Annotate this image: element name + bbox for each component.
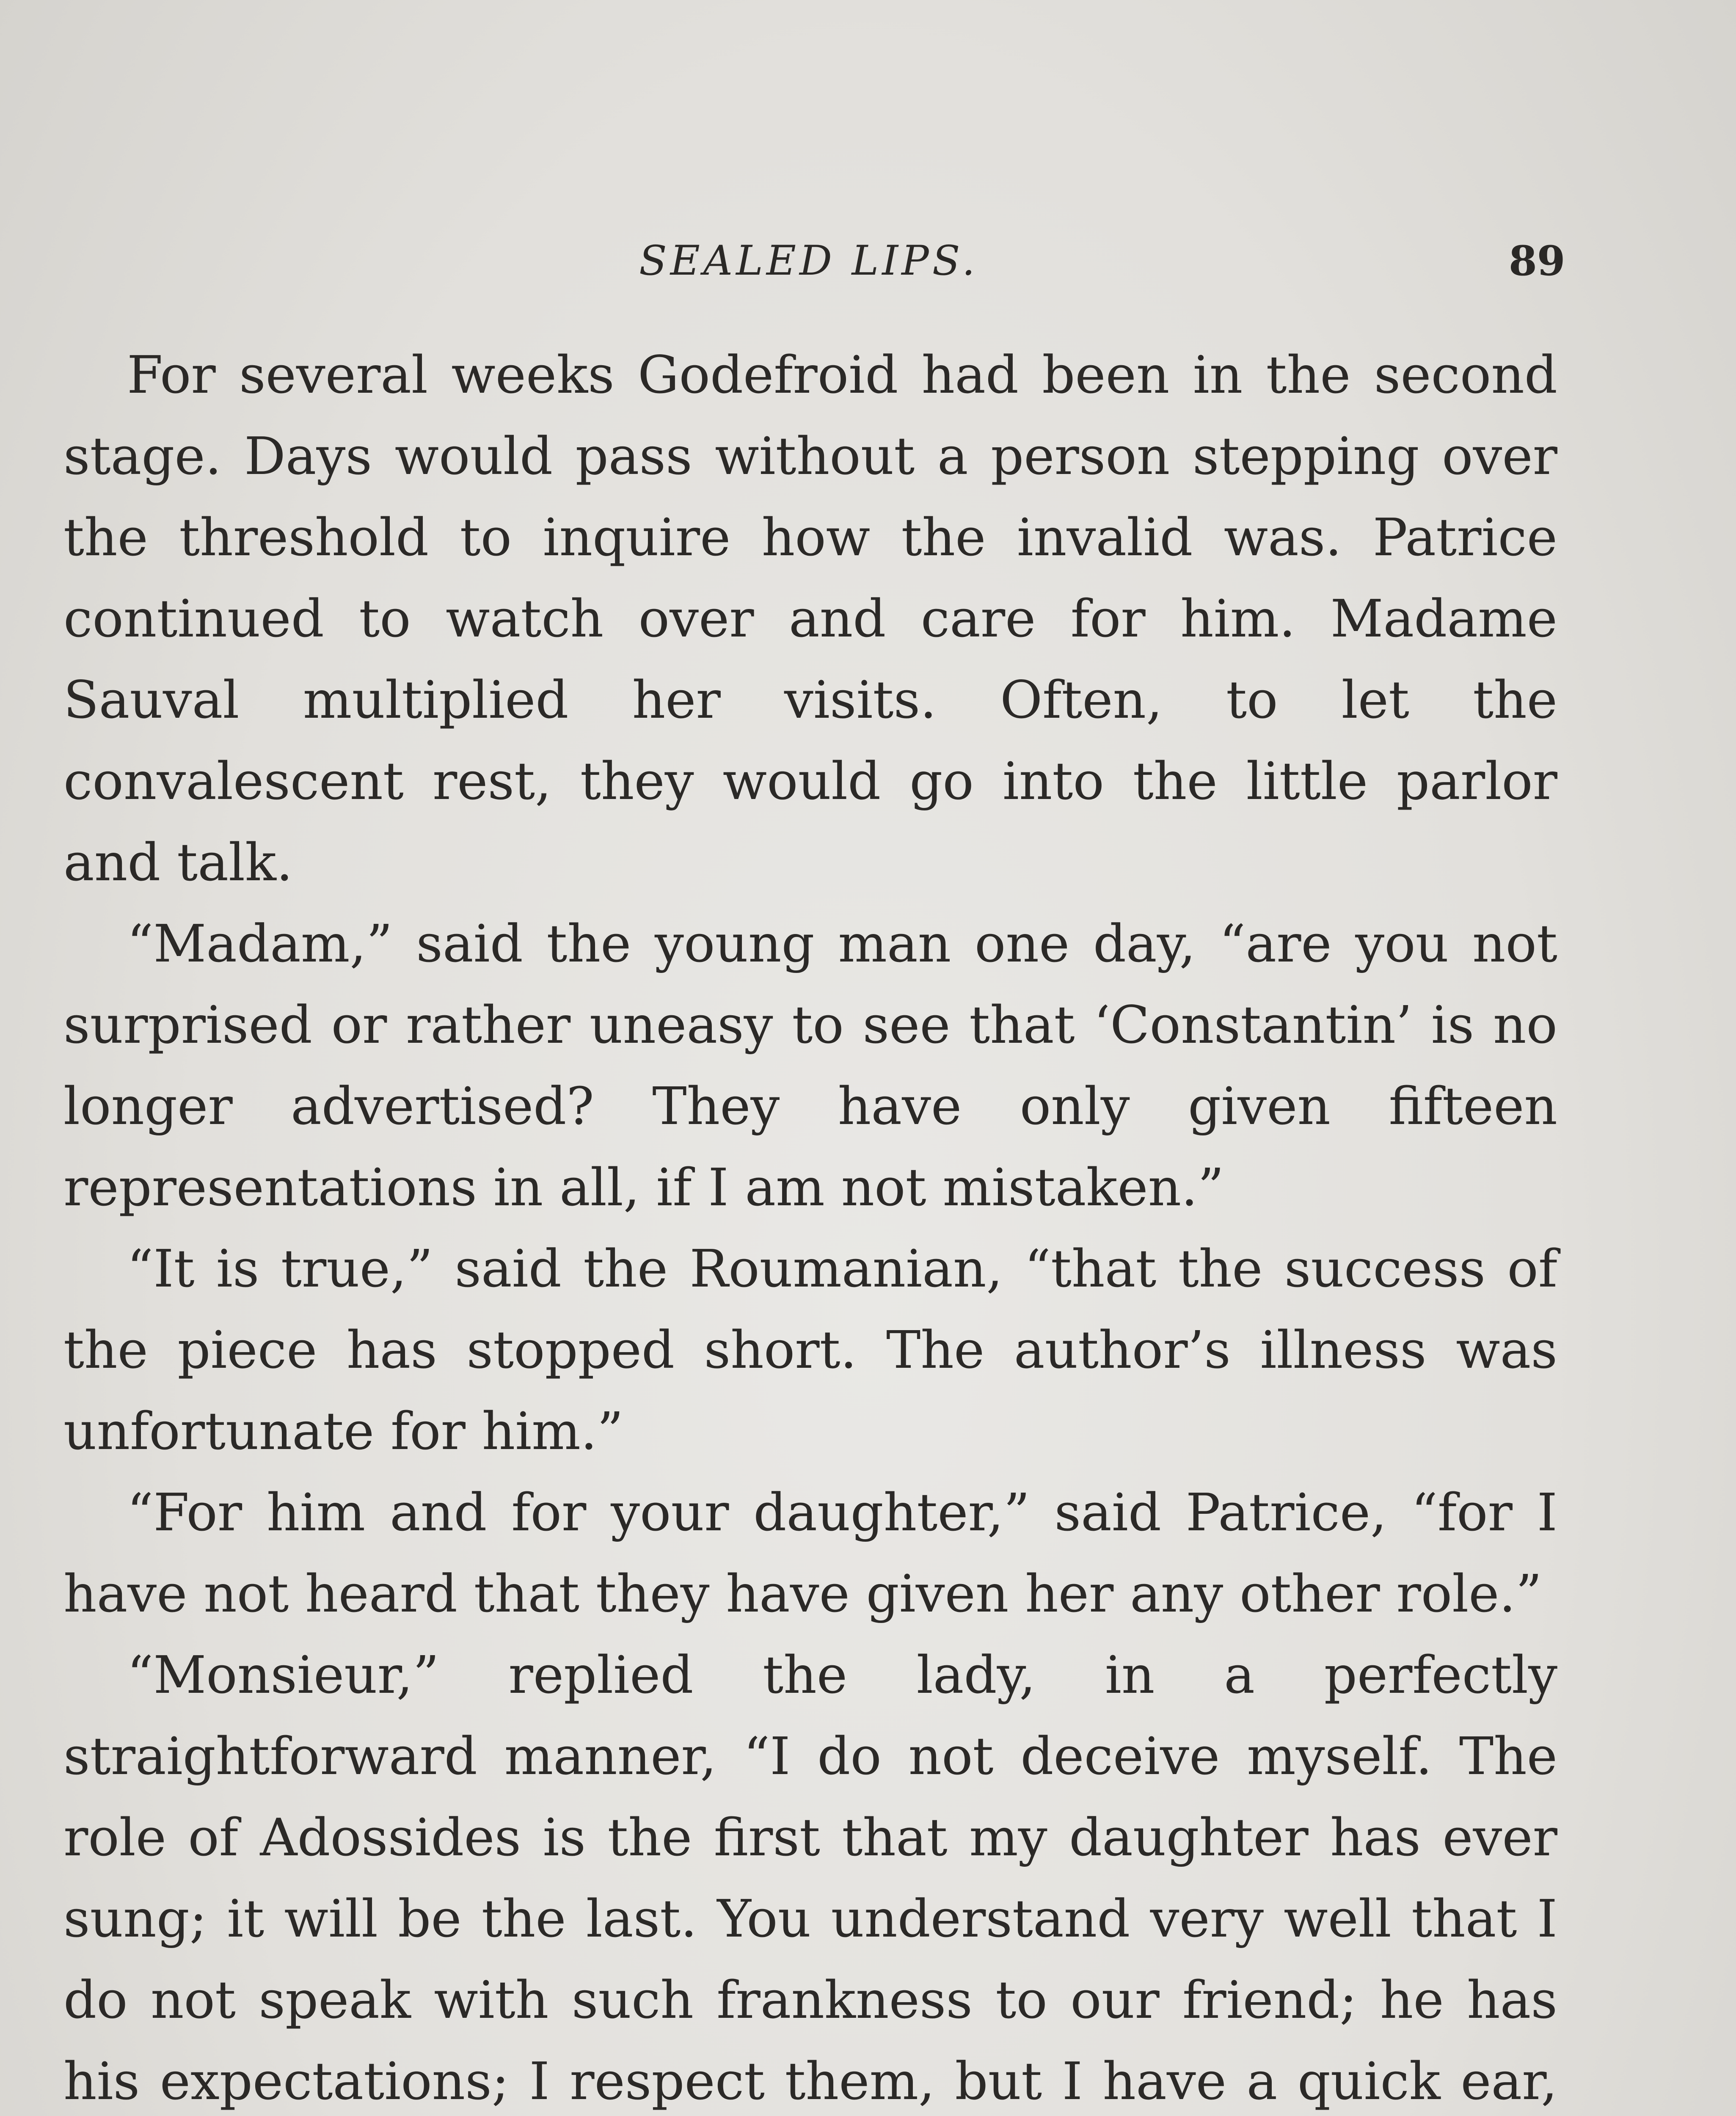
paragraph-1: For several weeks Godefroid had been in the second stage. Days would pass without a person stepping over the threshold to inquire how the invalid was. Patrice continued to watch over and care for him. Madame Sauval multiplied her visits. Often, to let the convalescent rest, they would go into the little parlor and talk. (63, 345, 1557, 893)
paragraph-3: “It is true,” said the Roumanian, “that the success of the piece has stopped short. The author’s illness was unfortunate for him.” (63, 1239, 1557, 1461)
page-number: 89 (1509, 237, 1565, 285)
running-head (0, 229, 1736, 296)
paragraph-5: “Monsieur,” replied the lady, in a perfectly straightforward manner, “I do not deceive myself. The role of Adossides is the first that my daughter has ever sung; it will be the last. You understand very well that I do not speak with such frankness to our friend; he has his expectations; I respect them, but I have a quick ear, (63, 1645, 1557, 2111)
body-text (63, 334, 1557, 2116)
paragraph-2: “Madam,” said the young man one day, “are you not surprised or rather uneasy to see that ‘Constantin’ is no longer advertised? They have only given fifteen representations in all, if I am not mistaken.” (63, 914, 1557, 1218)
paragraph-4: “For him and for your daughter,” said Patrice, “for I have not heard that they have given her any other role.” (63, 1482, 1557, 1624)
running-title: SEALED LIPS. (639, 237, 978, 284)
